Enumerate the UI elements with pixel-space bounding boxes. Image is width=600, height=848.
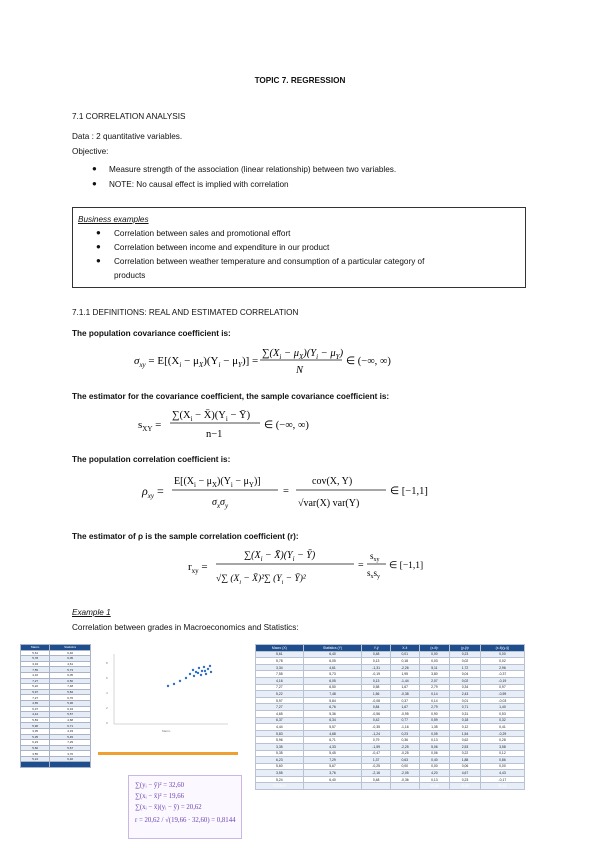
page-title: TOPIC 7. REGRESSION (254, 76, 346, 85)
svg-text:√var(X) var(Y): √var(X) var(Y) (298, 498, 360, 509)
computation-table: Macro (X) Statistics (Y) Y-ȳ X-x̄ (x-x̄)² (y-ȳ)² (x-x̄)(y-ȳ) 5,61 6,40 0,48 0,01 0,00 0,23 0,00 5,78 6,05 0,13 0,18 0,03 0,02 0,02 3,34 4,61 -1,31 -2,26 5,11 1,72 2,96 7,55 5,73 -0,19 1,95 3,80 0,04 -0,37 4,16 6,05 0,13 -1,44 2,07 0,02 -0,19 7,27 6,50 0,58 1,67 2,79 0,34 0,97 5,22 7,48 1,56 -0,38 0,14 2,43 -0,59 5,97 5,84 -0,08 0,37 0,14 0,01 -0,03 7,27 6,76 0,84 1,67 2,79 0,71 1,40 4,65 5,36 -0,56 -0,95 0,90 0,31 0,53 6,37 6,34 0,42 0,77 0,59 0,18 0,32 4,44 5,57 -0,35 -1,16 1,35 0,12 0,41 5,83 4,68 -1,24 0,23 0,05 1,54 -0,29 5,96 6,71 0,79 0,36 0,13 0,62 0,28 3,35 4,33 -1,59 -2,25 5,06 2,53 3,58 5,35 5,45 -0,47 -0,25 0,06 0,22 0,12 6,23 7,29 1,37 0,63 0,40 1,88 0,86 5,60 5,67 -0,25 0,00 0,00 0,06 0,00 3,55 3,76 -2,16 -2,05 4,20 4,67 4,43 5,24 6,40 0,48 -0,36 0,13 0,23 -0,17 TOTALS 19,66 32,60 20,62 (255, 644, 525, 790)
population-covariance-formula (130, 342, 410, 378)
svg-text:∈ [−1,1]: ∈ [−1,1] (390, 486, 428, 497)
business-bullet-3: Correlation between weather temperature and consumption of a particular category of (114, 257, 425, 266)
svg-text:sxsy: $s_xs_y$ (367, 568, 381, 580)
sample-covariance-formula (136, 404, 336, 444)
business-heading: Business examples (78, 215, 149, 224)
calc-line-1: ∑(yᵢ − ȳ)² = 32,60 (135, 782, 185, 789)
svg-text:sxy: $s_{xy}$ (370, 551, 380, 563)
data-line: Data : 2 quantitative variables. (72, 132, 183, 141)
svg-text:4: 4 (106, 691, 108, 695)
calc-line-2: ∑(xᵢ − x̄)² = 19,66 (135, 793, 185, 800)
business-bullet-1: Correlation between sales and promotional effort (114, 229, 291, 238)
section-heading-correlation: 7.1 CORRELATION ANALYSIS (72, 112, 186, 121)
sample-correlation-text: The estimator of ρ is the sample correlation coefficient (r): (72, 532, 299, 541)
section-heading-definitions: 7.1.1 DEFINITIONS: REAL AND ESTIMATED CORRELATION (72, 308, 299, 317)
svg-text:2: 2 (106, 706, 108, 710)
svg-text:=: = (358, 560, 364, 571)
svg-text:sXY =: $s_{XY}$ = (138, 419, 162, 433)
svg-text:√∑ (Xi − X̄)²∑ (Yi − Ȳ)²: √∑ ($X_i$ − X̄)²∑ ($Y_i$ − Ȳ)² (216, 574, 306, 586)
svg-text:n−1: n−1 (206, 429, 223, 440)
svg-text:ρxy =: $\rho_{xy}$ = (142, 484, 164, 500)
svg-text:E[(Xi − μX)(Yi − μY)]: $E[(X_i - \mu_X)(Y_i - \mu_Y)]$ (174, 476, 261, 489)
svg-text:cov(X, Y): cov(X, Y) (312, 476, 353, 487)
svg-text:∈ (−∞, ∞): ∈ (−∞, ∞) (264, 420, 309, 431)
svg-text:∈ (−∞, ∞): ∈ (−∞, ∞) (346, 356, 391, 367)
objective-label: Objective: (72, 147, 109, 156)
svg-text:0: 0 (106, 721, 108, 725)
svg-text:∑(Xi − X̄)(Yi − Ȳ): $\sum(X_i$ − $X̄)(Y_i$ − Ȳ) (172, 410, 251, 423)
business-bullet-3-cont: products (114, 271, 146, 280)
objective-bullet-2: NOTE: No causal effect is implied with correlation (109, 180, 289, 189)
svg-text:rxy =: $r_{xy}$ = (188, 561, 208, 575)
svg-text:N: N (296, 365, 304, 376)
svg-text:∈ [−1,1]: ∈ [−1,1] (389, 561, 424, 571)
population-correlation-formula (140, 469, 440, 513)
calculation-box (128, 775, 242, 839)
svg-text:8: 8 (106, 661, 108, 665)
scatter-plot (98, 644, 238, 756)
svg-text:σxσy: $\sigma_x\sigma_y$ (212, 497, 229, 510)
calc-line-3: ∑(xᵢ − x̄)(yᵢ − ȳ) = 20,62 (135, 804, 202, 811)
svg-text:=: = (283, 486, 289, 497)
sample-covariance-text: The estimator for the covariance coefficient, the sample covariance coefficient is: (72, 392, 390, 401)
sample-correlation-formula (186, 543, 424, 591)
svg-text:Macro: Macro (162, 729, 171, 733)
svg-text:∑(Xi − X̄)(Yi − Ȳ): $\sum(X_i$ − $X̄)(Y_i$ − Ȳ) (244, 550, 316, 563)
objective-bullet-1: Measure strength of the association (linear relationship) between two variables. (109, 165, 397, 174)
svg-text:6: 6 (106, 676, 108, 680)
example-heading: Example 1 (72, 608, 111, 617)
population-correlation-text: The population correlation coefficient is: (72, 455, 231, 464)
population-covariance-text: The population covariance coefficient is: (72, 329, 231, 338)
svg-text:σxy = E[(Xi − μX)(Yi − μY)] =: $\sigma_{xy} = E[(X_i - \mu_X)(Y_i - \mu_Y)]$ = (134, 355, 259, 369)
calc-line-4: r = 20,62 / √(19,66 · 32,60) = 0,8144 (135, 817, 236, 824)
grades-table: Macro Statistics 5,61 6,40 5,78 6,05 3,34 4,61 7,55 5,73 4,16 6,05 7,27 6,50 5,22 7,48 5,97 5,84 7,27 6,76 4,65 5,36 6,37 6,34 4,44 5,57 5,83 4,68 5,96 6,71 3,35 4,33 5,35 5,45 6,23 7,29 5,60 5,67 3,55 3,76 5,24 6,40 (20, 644, 91, 768)
business-bullet-2: Correlation between income and expenditure in our product (114, 243, 330, 252)
example-text: Correlation between grades in Macroeconomics and Statistics: (72, 623, 299, 632)
svg-text:∑(Xi − μX)(Yi − μY): $\sum(X_i - \mu_X)(Y_i - \mu_Y)$ (262, 348, 344, 361)
